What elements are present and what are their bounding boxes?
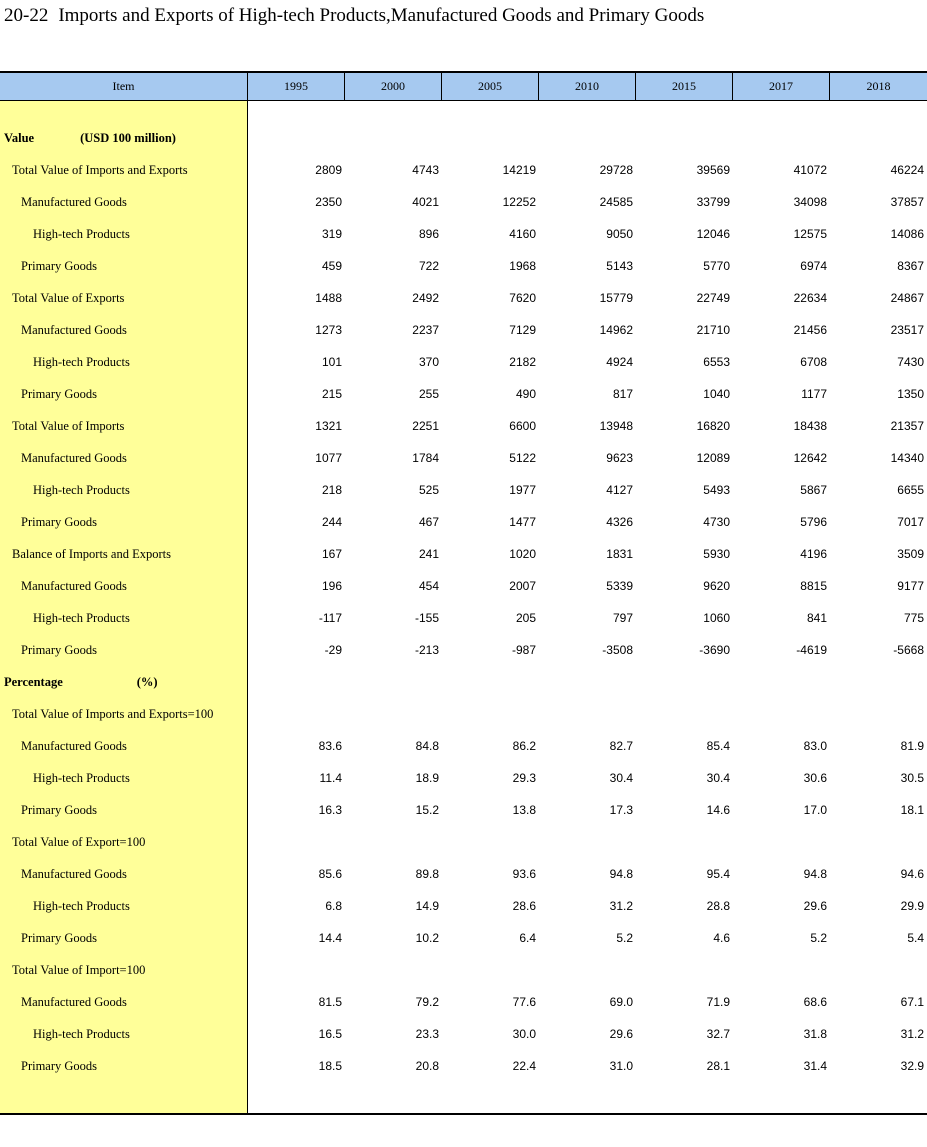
cell-value: 255 bbox=[418, 387, 439, 401]
cell-value: 14.9 bbox=[415, 899, 439, 913]
cell-value: 30.5 bbox=[900, 771, 924, 785]
cell-value: 28.6 bbox=[512, 899, 536, 913]
page-title bbox=[4, 5, 704, 27]
cell-value: 3509 bbox=[897, 547, 924, 561]
cell-value: 101 bbox=[321, 355, 342, 369]
cell-value: 16820 bbox=[696, 419, 730, 433]
table-body bbox=[0, 122, 927, 1082]
cell-value: 24585 bbox=[599, 195, 633, 209]
cell-value: 1488 bbox=[315, 291, 342, 305]
row-label: Total Value of Exports bbox=[12, 290, 125, 305]
cell-value: 18438 bbox=[793, 419, 827, 433]
cell-value: 85.4 bbox=[706, 739, 730, 753]
cell-value: 6655 bbox=[897, 483, 924, 497]
cell-value: 2350 bbox=[315, 195, 342, 209]
cell-value: 67.1 bbox=[900, 995, 924, 1009]
cell-value: 9620 bbox=[703, 579, 730, 593]
row-label: Primary Goods bbox=[21, 386, 98, 401]
cell-value: 86.2 bbox=[512, 739, 536, 753]
table-title-text: Imports and Exports of High-tech Products,Manufactured Goods and Primary Goods bbox=[58, 5, 705, 26]
cell-value: 94.6 bbox=[900, 867, 924, 881]
cell-value: 1040 bbox=[703, 387, 730, 401]
cell-value: 6.4 bbox=[519, 931, 536, 945]
cell-value: 28.1 bbox=[706, 1059, 730, 1073]
cell-value: 4743 bbox=[412, 163, 439, 177]
cell-value: 9177 bbox=[897, 579, 924, 593]
cell-value: 14962 bbox=[599, 323, 633, 337]
cell-value: 896 bbox=[418, 227, 439, 241]
cell-value: 4.6 bbox=[713, 931, 730, 945]
cell-value: 32.7 bbox=[706, 1027, 730, 1041]
cell-value: 22634 bbox=[793, 291, 827, 305]
table-number: 20-22 bbox=[4, 5, 49, 26]
table-row bbox=[0, 346, 927, 378]
cell-value: 2007 bbox=[509, 579, 536, 593]
cell-value: 2809 bbox=[315, 163, 342, 177]
cell-value: 81.5 bbox=[318, 995, 342, 1009]
cell-value: 21456 bbox=[793, 323, 827, 337]
table-bottom-border bbox=[0, 1113, 927, 1115]
section-row-value bbox=[0, 122, 927, 154]
cell-value: 244 bbox=[321, 515, 342, 529]
row-label: Manufactured Goods bbox=[21, 194, 127, 209]
cell-value: 31.2 bbox=[609, 899, 633, 913]
cell-value: 205 bbox=[515, 611, 536, 625]
row-label: Primary Goods bbox=[21, 258, 98, 273]
cell-value: 24867 bbox=[890, 291, 924, 305]
cell-value: 29728 bbox=[599, 163, 633, 177]
cell-value: 29.6 bbox=[803, 899, 827, 913]
cell-value: 14340 bbox=[890, 451, 924, 465]
cell-value: -5668 bbox=[893, 643, 924, 657]
cell-value: 22749 bbox=[696, 291, 730, 305]
cell-value: 1477 bbox=[509, 515, 536, 529]
cell-value: 31.4 bbox=[803, 1059, 827, 1073]
table-row bbox=[0, 282, 927, 314]
cell-value: 1977 bbox=[509, 483, 536, 497]
cell-value: 5143 bbox=[606, 259, 633, 273]
table-row bbox=[0, 1050, 927, 1082]
cell-value: 6708 bbox=[800, 355, 827, 369]
section-label: Percentage bbox=[4, 674, 63, 689]
cell-value: 37857 bbox=[890, 195, 924, 209]
cell-value: 94.8 bbox=[803, 867, 827, 881]
cell-value: 20.8 bbox=[415, 1059, 439, 1073]
cell-value: 1020 bbox=[509, 547, 536, 561]
table-row bbox=[0, 602, 927, 634]
cell-value: 32.9 bbox=[900, 1059, 924, 1073]
cell-value: 8367 bbox=[897, 259, 924, 273]
cell-value: 18.5 bbox=[318, 1059, 342, 1073]
row-label: High-tech Products bbox=[33, 770, 130, 785]
cell-value: 29.3 bbox=[512, 771, 536, 785]
cell-value: 6974 bbox=[800, 259, 827, 273]
cell-value: 34098 bbox=[793, 195, 827, 209]
cell-value: 1273 bbox=[315, 323, 342, 337]
cell-value: 93.6 bbox=[512, 867, 536, 881]
cell-value: 5930 bbox=[703, 547, 730, 561]
table-row bbox=[0, 186, 927, 218]
cell-value: 11.4 bbox=[319, 771, 342, 785]
cell-value: 31.8 bbox=[803, 1027, 827, 1041]
table-row bbox=[0, 730, 927, 762]
cell-value: -3508 bbox=[602, 643, 633, 657]
cell-value: 95.4 bbox=[706, 867, 730, 881]
cell-value: 5122 bbox=[509, 451, 536, 465]
table-row bbox=[0, 506, 927, 538]
cell-value: -29 bbox=[324, 643, 342, 657]
cell-value: 16.3 bbox=[318, 803, 342, 817]
cell-value: 370 bbox=[418, 355, 439, 369]
cell-value: 1350 bbox=[897, 387, 924, 401]
cell-value: 13948 bbox=[599, 419, 633, 433]
cell-value: 30.0 bbox=[512, 1027, 536, 1041]
row-label: Manufactured Goods bbox=[21, 994, 127, 1009]
cell-value: 7017 bbox=[897, 515, 924, 529]
cell-value: 4021 bbox=[412, 195, 439, 209]
cell-value: 23.3 bbox=[415, 1027, 439, 1041]
cell-value: 4160 bbox=[509, 227, 536, 241]
cell-value: 31.0 bbox=[609, 1059, 633, 1073]
cell-value: 33799 bbox=[696, 195, 730, 209]
cell-value: 5.2 bbox=[616, 931, 633, 945]
cell-value: 15.2 bbox=[415, 803, 439, 817]
cell-value: 722 bbox=[418, 259, 439, 273]
table-row bbox=[0, 698, 927, 730]
cell-value: 14219 bbox=[502, 163, 536, 177]
cell-value: 83.0 bbox=[803, 739, 827, 753]
table-row bbox=[0, 570, 927, 602]
table-row bbox=[0, 410, 927, 442]
table-row bbox=[0, 826, 927, 858]
cell-value: 1968 bbox=[509, 259, 536, 273]
table-row bbox=[0, 890, 927, 922]
cell-value: 12575 bbox=[793, 227, 827, 241]
cell-value: 12642 bbox=[793, 451, 827, 465]
cell-value: 69.0 bbox=[609, 995, 633, 1009]
cell-value: 2237 bbox=[412, 323, 439, 337]
row-label: Manufactured Goods bbox=[21, 450, 127, 465]
cell-value: 5867 bbox=[800, 483, 827, 497]
row-label: Manufactured Goods bbox=[21, 578, 127, 593]
header-year: 2005 bbox=[442, 73, 539, 100]
cell-value: 1784 bbox=[412, 451, 439, 465]
header-year: 2015 bbox=[636, 73, 733, 100]
cell-value: 39569 bbox=[696, 163, 730, 177]
cell-value: 23517 bbox=[890, 323, 924, 337]
table-row bbox=[0, 154, 927, 186]
cell-value: 454 bbox=[418, 579, 439, 593]
row-label: Manufactured Goods bbox=[21, 866, 127, 881]
row-label: High-tech Products bbox=[33, 898, 130, 913]
cell-value: 4127 bbox=[606, 483, 633, 497]
table-row bbox=[0, 1018, 927, 1050]
cell-value: 10.2 bbox=[415, 931, 439, 945]
section-unit: (USD 100 million) bbox=[80, 130, 176, 145]
cell-value: 5.2 bbox=[810, 931, 827, 945]
cell-value: 5339 bbox=[606, 579, 633, 593]
cell-value: 2182 bbox=[509, 355, 536, 369]
cell-value: 775 bbox=[903, 611, 924, 625]
cell-value: 218 bbox=[321, 483, 342, 497]
cell-value: 1177 bbox=[801, 387, 827, 401]
row-label: High-tech Products bbox=[33, 354, 130, 369]
cell-value: 29.6 bbox=[609, 1027, 633, 1041]
row-label: High-tech Products bbox=[33, 482, 130, 497]
cell-value: 41072 bbox=[793, 163, 827, 177]
cell-value: 85.6 bbox=[318, 867, 342, 881]
cell-value: 12089 bbox=[696, 451, 730, 465]
table-row bbox=[0, 314, 927, 346]
cell-value: 17.3 bbox=[609, 803, 633, 817]
cell-value: 2251 bbox=[412, 419, 439, 433]
table-row bbox=[0, 250, 927, 282]
cell-value: -213 bbox=[414, 643, 439, 657]
cell-value: 5770 bbox=[703, 259, 730, 273]
row-label: Balance of Imports and Exports bbox=[12, 546, 171, 561]
cell-value: 18.1 bbox=[900, 803, 924, 817]
cell-value: 12252 bbox=[502, 195, 536, 209]
cell-value: 6600 bbox=[509, 419, 536, 433]
table-row bbox=[0, 794, 927, 826]
cell-value: 18.9 bbox=[415, 771, 439, 785]
cell-value: 28.8 bbox=[706, 899, 730, 913]
header-year: 2018 bbox=[866, 79, 891, 93]
cell-value: 16.5 bbox=[318, 1027, 342, 1041]
cell-value: 71.9 bbox=[706, 995, 730, 1009]
cell-value: 21357 bbox=[890, 419, 924, 433]
cell-value: 215 bbox=[321, 387, 342, 401]
cell-value: -987 bbox=[511, 643, 536, 657]
header-item: Item bbox=[0, 73, 248, 100]
cell-value: 7430 bbox=[897, 355, 924, 369]
table-row bbox=[0, 954, 927, 986]
cell-value: 29.9 bbox=[900, 899, 924, 913]
cell-value: 2492 bbox=[412, 291, 439, 305]
row-label: Primary Goods bbox=[21, 642, 98, 657]
cell-value: 1321 bbox=[315, 419, 342, 433]
cell-value: 9050 bbox=[606, 227, 633, 241]
cell-value: 841 bbox=[806, 611, 827, 625]
table-row bbox=[0, 218, 927, 250]
cell-value: 5796 bbox=[800, 515, 827, 529]
row-label: Primary Goods bbox=[21, 514, 98, 529]
row-label: High-tech Products bbox=[33, 226, 130, 241]
header-year: 2000 bbox=[345, 73, 442, 100]
cell-value: 77.6 bbox=[512, 995, 536, 1009]
header-year: 2017 bbox=[733, 73, 830, 100]
table-row bbox=[0, 986, 927, 1018]
cell-value: 5.4 bbox=[907, 931, 924, 945]
row-label: Total Value of Export=100 bbox=[12, 834, 146, 849]
cell-value: -3690 bbox=[699, 643, 730, 657]
cell-value: -4619 bbox=[796, 643, 827, 657]
row-label: Total Value of Imports bbox=[12, 418, 125, 433]
cell-value: 4730 bbox=[703, 515, 730, 529]
cell-value: 7129 bbox=[509, 323, 536, 337]
header-year: 1995 bbox=[248, 73, 345, 100]
cell-value: -117 bbox=[318, 611, 342, 625]
row-label: Manufactured Goods bbox=[21, 322, 127, 337]
cell-value: 82.7 bbox=[609, 739, 633, 753]
cell-value: 30.4 bbox=[706, 771, 730, 785]
cell-value: 14.4 bbox=[318, 931, 342, 945]
table-row bbox=[0, 922, 927, 954]
cell-value: 94.8 bbox=[609, 867, 633, 881]
cell-value: 14086 bbox=[890, 227, 924, 241]
table-row bbox=[0, 634, 927, 666]
cell-value: 1077 bbox=[315, 451, 342, 465]
table-row bbox=[0, 378, 927, 410]
cell-value: 1060 bbox=[703, 611, 730, 625]
cell-value: 81.9 bbox=[900, 739, 924, 753]
row-label: Total Value of Imports and Exports=100 bbox=[12, 706, 214, 721]
cell-value: 5493 bbox=[703, 483, 730, 497]
row-label: Primary Goods bbox=[21, 930, 98, 945]
cell-value: 89.8 bbox=[415, 867, 439, 881]
cell-value: 21710 bbox=[696, 323, 730, 337]
cell-value: 12046 bbox=[696, 227, 730, 241]
table-row bbox=[0, 442, 927, 474]
cell-value: 8815 bbox=[800, 579, 827, 593]
cell-value: 490 bbox=[515, 387, 536, 401]
row-label: Primary Goods bbox=[21, 1058, 98, 1073]
table-row bbox=[0, 858, 927, 890]
row-label: High-tech Products bbox=[33, 1026, 130, 1041]
cell-value: 459 bbox=[321, 259, 342, 273]
cell-value: 46224 bbox=[890, 163, 924, 177]
cell-value: 525 bbox=[418, 483, 439, 497]
cell-value: 1831 bbox=[606, 547, 633, 561]
row-label: Total Value of Imports and Exports bbox=[12, 162, 188, 177]
cell-value: 22.4 bbox=[512, 1059, 536, 1073]
cell-value: 4326 bbox=[606, 515, 633, 529]
cell-value: 167 bbox=[321, 547, 342, 561]
cell-value: 6553 bbox=[703, 355, 730, 369]
table-row bbox=[0, 762, 927, 794]
row-label: High-tech Products bbox=[33, 610, 130, 625]
section-unit: (%) bbox=[136, 674, 158, 689]
cell-value: 4924 bbox=[606, 355, 633, 369]
cell-value: 83.6 bbox=[318, 739, 342, 753]
section-row-percentage bbox=[0, 666, 927, 698]
cell-value: 4196 bbox=[800, 547, 827, 561]
cell-value: 17.0 bbox=[803, 803, 827, 817]
cell-value: 30.4 bbox=[609, 771, 633, 785]
cell-value: 241 bbox=[418, 547, 439, 561]
cell-value: 7620 bbox=[509, 291, 536, 305]
cell-value: 68.6 bbox=[803, 995, 827, 1009]
row-label: Manufactured Goods bbox=[21, 738, 127, 753]
cell-value: 14.6 bbox=[706, 803, 730, 817]
cell-value: 196 bbox=[321, 579, 342, 593]
cell-value: 84.8 bbox=[415, 739, 439, 753]
cell-value: 30.6 bbox=[803, 771, 827, 785]
header-year: 2010 bbox=[539, 73, 636, 100]
cell-value: 319 bbox=[321, 227, 342, 241]
cell-value: 31.2 bbox=[900, 1027, 924, 1041]
table-row bbox=[0, 538, 927, 570]
table-row bbox=[0, 474, 927, 506]
cell-value: 817 bbox=[612, 387, 633, 401]
cell-value: -155 bbox=[414, 611, 439, 625]
row-label: Primary Goods bbox=[21, 802, 98, 817]
cell-value: 467 bbox=[418, 515, 439, 529]
section-label: Value bbox=[4, 130, 35, 145]
cell-value: 797 bbox=[612, 611, 633, 625]
cell-value: 15779 bbox=[599, 291, 633, 305]
cell-value: 6.8 bbox=[325, 899, 342, 913]
cell-value: 9623 bbox=[606, 451, 633, 465]
table-header bbox=[0, 71, 927, 101]
cell-value: 13.8 bbox=[512, 803, 536, 817]
cell-value: 79.2 bbox=[415, 995, 439, 1009]
row-label: Total Value of Import=100 bbox=[12, 962, 146, 977]
